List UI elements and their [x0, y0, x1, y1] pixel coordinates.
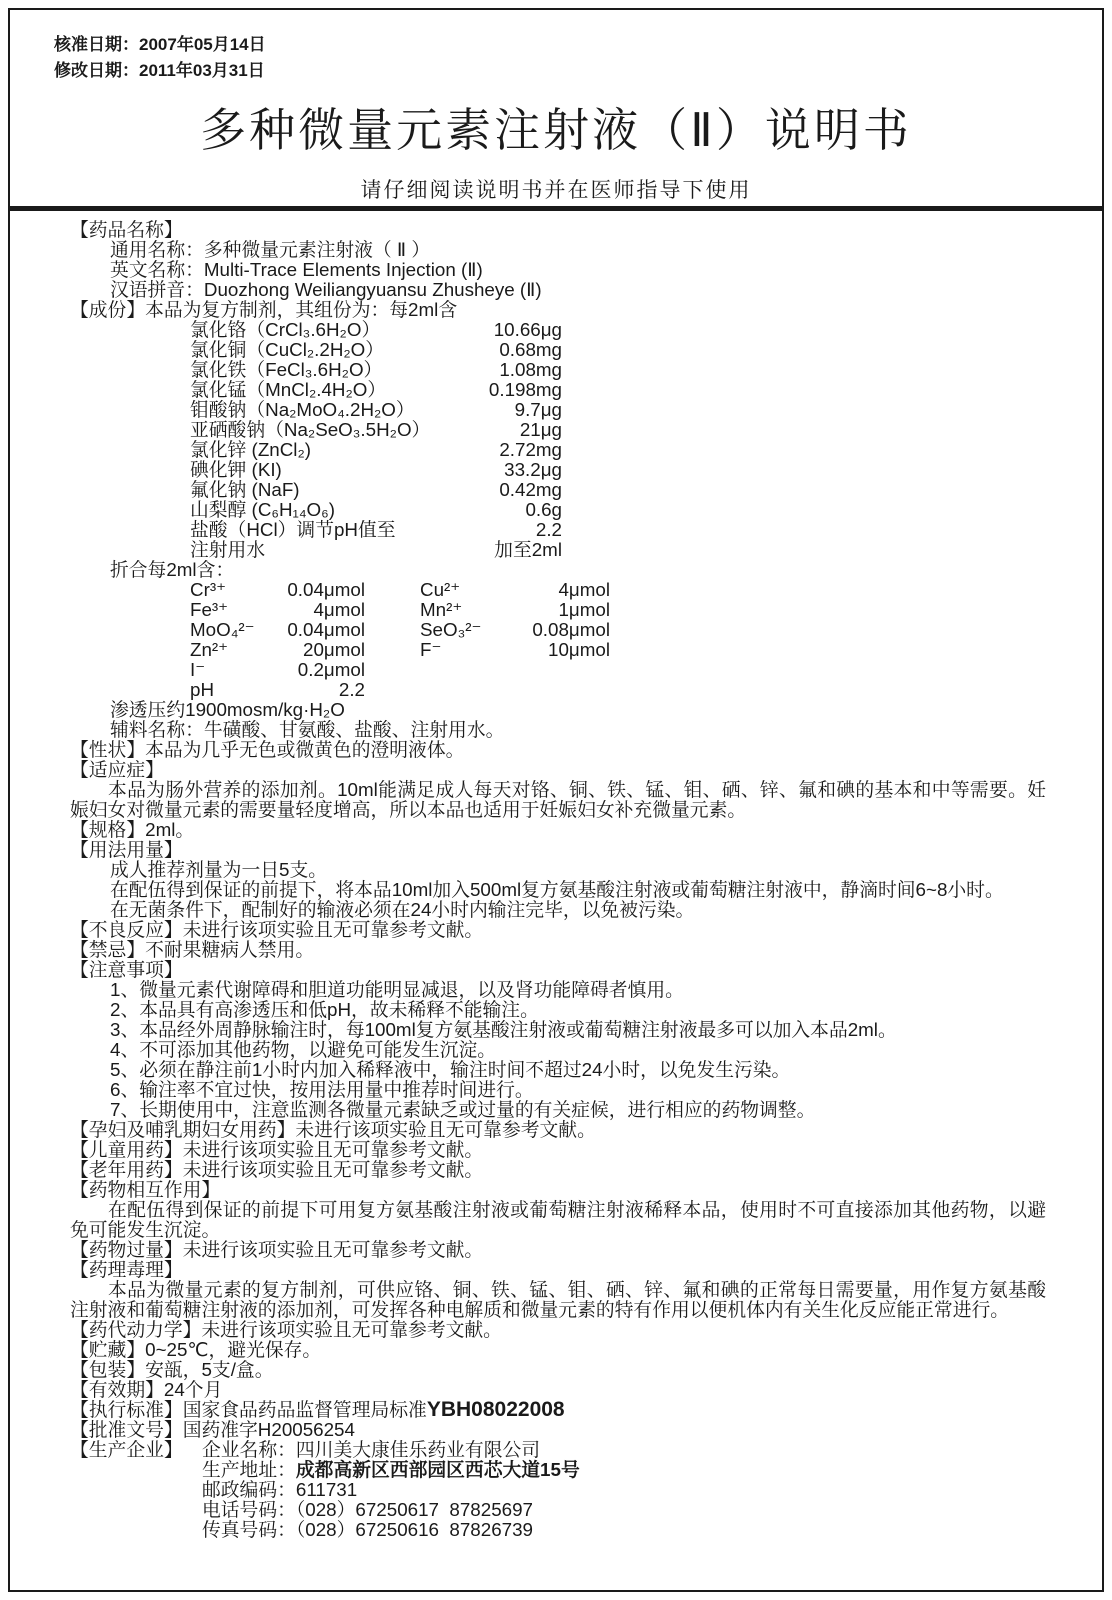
- section-overdose: [70, 1240, 1046, 1260]
- section-standard: [70, 1400, 1046, 1420]
- section-header: 【孕妇及哺乳期妇女用药】: [70, 1119, 296, 1140]
- ingredient-amount: 0.42mg: [499, 479, 562, 500]
- ingredient-name: 氯化铬（CrCl₃.6H₂O）: [190, 319, 381, 340]
- manufacturer-address: [202, 1460, 1046, 1480]
- section-header: 【老年用药】: [70, 1159, 183, 1180]
- address-value: 成都高新区西部园区西芯大道15号: [295, 1459, 580, 1480]
- section-text: 未进行该项实验且无可靠参考文献。: [182, 1139, 484, 1160]
- section-header: 【不良反应】: [70, 919, 183, 940]
- ion-symbol: [365, 660, 515, 680]
- ion-row: [190, 680, 1046, 700]
- section-header: 【成份】: [70, 299, 146, 320]
- ion-symbol: Cu²⁺: [420, 579, 461, 600]
- address-label: 生产地址：: [202, 1459, 296, 1480]
- section-indications-header: 【适应症】: [70, 759, 164, 780]
- ingredient-amount: 0.198mg: [488, 379, 562, 400]
- ion-symbol: SeO₃²⁻: [420, 619, 482, 640]
- ingredient-amount: 2.72mg: [499, 439, 562, 460]
- ingredient-row: [190, 520, 562, 540]
- ingredient-row: [190, 460, 562, 480]
- ion-row: [190, 660, 1046, 680]
- ingredient-name: 氯化铜（CuCl₂.2H₂O）: [190, 339, 385, 360]
- ion-value: 0.04μmol: [287, 619, 365, 640]
- composition-intro: 本品为复方制剂，其组份为：每2ml含: [145, 299, 458, 320]
- section-header: 【批准文号】: [70, 1419, 183, 1440]
- ingredient-name: 氯化锌 (ZnCl₂): [190, 439, 312, 460]
- section-text: 未进行该项实验且无可靠参考文献。: [201, 1319, 502, 1340]
- ingredient-name: 注射用水: [190, 539, 266, 560]
- ingredient-amount: 21μg: [519, 419, 562, 440]
- osmolality: 渗透压约1900mosm/kg·H₂O: [110, 699, 345, 720]
- section-approval-number: [70, 1420, 1046, 1440]
- ion-symbol: Cr³⁺: [190, 579, 226, 600]
- section-header: 【有效期】: [70, 1379, 164, 1400]
- manufacturer-phone: 电话号码：（028）67250617 87825697: [202, 1499, 533, 1520]
- ion-value: 0.08μmol: [532, 619, 610, 640]
- revision-date: 修改日期：2011年03月31日: [54, 61, 265, 80]
- section-packaging: [70, 1360, 1046, 1380]
- section-text: 未进行该项实验且无可靠参考文献。: [182, 1159, 484, 1180]
- section-header: 【生产企业】: [70, 1439, 183, 1460]
- dosage-line: 在配伍得到保证的前提下，将本品10ml加入500ml复方氨基酸注射液或葡萄糖注射液中，静滴时间6~8小时。: [110, 879, 1004, 900]
- ingredient-row: [190, 440, 562, 460]
- approval-number-text: 国药准字H20056254: [182, 1419, 355, 1440]
- ingredient-amount: 1.08mg: [499, 359, 562, 380]
- section-strength: [70, 820, 1046, 840]
- ion-value: 4μmol: [558, 579, 610, 600]
- ingredient-amount: 0.68mg: [499, 339, 562, 360]
- pinyin-name: 汉语拼音：Duozhong Weiliangyuansu Zhusheye (Ⅱ): [110, 279, 542, 300]
- pharmacology-text: 本品为微量元素的复方制剂，可供应铬、铜、铁、锰、钼、硒、锌、氟和碘的正常每日需要量，用作复方氨基酸注射液和葡萄糖注射液的添加剂，可发挥各种电解质和微量元素的特有作用以便机体内有关生化反应能正常进行。: [70, 1279, 1046, 1320]
- english-name: 英文名称：Multi-Trace Elements Injection (Ⅱ): [110, 259, 483, 280]
- ingredient-name: 亚硒酸钠（Na₂SeO₃.5H₂O）: [190, 419, 431, 440]
- dosage-line: 成人推荐剂量为一日5支。: [110, 859, 328, 880]
- section-header: 【规格】: [70, 819, 146, 840]
- section-header: 【性状】: [70, 739, 146, 760]
- precaution-item: 7、长期使用中，注意监测各微量元素缺乏或过量的有关症候，进行相应的药物调整。: [110, 1099, 816, 1120]
- section-header: 【药代动力学】: [70, 1319, 202, 1340]
- ion-value: 2.2: [338, 679, 365, 700]
- insert-content: [70, 220, 1046, 1540]
- ion-value: 4μmol: [313, 599, 365, 620]
- ingredient-row: [190, 320, 562, 340]
- ion-value: 0.2μmol: [297, 659, 365, 680]
- section-pregnancy: [70, 1120, 1046, 1140]
- ion-value: 1μmol: [558, 599, 610, 620]
- approval-date: 核准日期：2007年05月14日: [54, 35, 266, 54]
- section-header: 【包装】: [70, 1359, 146, 1380]
- ion-symbol: MoO₄²⁻: [190, 619, 255, 640]
- equivalence-intro: 折合每2ml含：: [110, 559, 235, 580]
- sheet-border: [8, 8, 1104, 1592]
- section-text: 本品为几乎无色或微黄色的澄明液体。: [145, 739, 465, 760]
- ingredient-amount: 33.2μg: [504, 459, 562, 480]
- section-composition-header: [70, 300, 1046, 320]
- ingredient-row: [190, 380, 562, 400]
- ingredient-amount: 10.66μg: [493, 319, 562, 340]
- section-text: 24个月: [163, 1379, 223, 1400]
- ion-row: [190, 620, 1046, 640]
- ion-symbol: [365, 680, 515, 700]
- manufacturer-postcode: 邮政编码：611731: [202, 1479, 358, 1500]
- section-text: 安瓿，5支/盒。: [145, 1359, 274, 1380]
- ingredient-amount: 9.7μg: [514, 399, 562, 420]
- precaution-item: 4、不可添加其他药物，以避免可能发生沉淀。: [110, 1039, 497, 1060]
- page-subtitle: 请仔细阅读说明书并在医师指导下使用: [360, 179, 752, 202]
- ingredient-row: [190, 480, 562, 500]
- precaution-item: 5、必须在静注前1小时内加入稀释液中，输注时间不超过24小时，以免发生污染。: [110, 1059, 791, 1080]
- section-text: 未进行该项实验且无可靠参考文献。: [295, 1119, 596, 1140]
- ion-symbol: Fe³⁺: [190, 599, 229, 620]
- ingredient-name: 碘化钾 (KI): [190, 459, 282, 480]
- ingredient-name: 氯化铁（FeCl₃.6H₂O）: [190, 359, 383, 380]
- section-interactions-header: 【药物相互作用】: [70, 1179, 221, 1200]
- ion-row: [190, 580, 1046, 600]
- section-text: 未进行该项实验且无可靠参考文献。: [182, 1239, 484, 1260]
- section-pharmacology-header: 【药理毒理】: [70, 1259, 183, 1280]
- section-text: 0~25℃，避光保存。: [145, 1339, 322, 1360]
- section-dosage-header: 【用法用量】: [70, 839, 183, 860]
- ingredient-row: [190, 420, 562, 440]
- ingredient-row: [190, 540, 562, 560]
- date-block: [54, 32, 266, 84]
- divider-rule: [10, 206, 1102, 211]
- ion-symbol: Mn²⁺: [420, 599, 463, 620]
- ingredient-name: 氯化锰（MnCl₂.4H₂O）: [190, 379, 387, 400]
- standard-code: YBH08022008: [426, 1398, 565, 1421]
- interactions-text: 在配伍得到保证的前提下可用复方氨基酸注射液或葡萄糖注射液稀释本品，使用时不可直接添加其他药物，以避免可能发生沉淀。: [70, 1199, 1046, 1240]
- manufacturer-company: 企业名称：四川美大康佳乐药业有限公司: [202, 1439, 541, 1460]
- ingredient-row: [190, 340, 562, 360]
- section-geriatric: [70, 1160, 1046, 1180]
- ion-symbol: pH: [190, 679, 215, 700]
- ingredient-amount: 0.6g: [525, 499, 562, 520]
- section-text: 2ml。: [145, 819, 195, 840]
- indications-text: 本品为肠外营养的添加剂。10ml能满足成人每天对铬、铜、铁、锰、钼、硒、锌、氟和碘的基本和中等需要。妊娠妇女对微量元素的需要量轻度增高，所以本品也适用于妊娠妇女补充微量元素。: [70, 779, 1046, 820]
- ingredient-name: 山梨醇 (C₆H₁₄O₆): [190, 499, 335, 520]
- ion-row: [190, 600, 1046, 620]
- section-adverse: [70, 920, 1046, 940]
- ingredient-name: 钼酸钠（Na₂MoO₄.2H₂O）: [190, 399, 415, 420]
- section-description: [70, 740, 1046, 760]
- section-header: 【儿童用药】: [70, 1139, 183, 1160]
- section-pediatric: [70, 1140, 1046, 1160]
- ion-symbol: F⁻: [420, 639, 442, 660]
- ion-value: [515, 660, 610, 680]
- precaution-item: 1、微量元素代谢障碍和胆道功能明显减退，以及肾功能障碍者慎用。: [110, 979, 684, 1000]
- section-text: 不耐果糖病人禁用。: [145, 939, 315, 960]
- dosage-line: 在无菌条件下，配制好的输液必须在24小时内输注完毕，以免被污染。: [110, 899, 695, 920]
- section-header: 【药物过量】: [70, 1239, 183, 1260]
- section-storage: [70, 1340, 1046, 1360]
- ion-symbol: Zn²⁺: [190, 639, 229, 660]
- ion-value: 10μmol: [548, 639, 610, 660]
- section-shelf-life: [70, 1380, 1046, 1400]
- ion-row: [190, 640, 1046, 660]
- ingredient-amount: 加至2ml: [494, 539, 562, 560]
- section-pharmacokinetics: [70, 1320, 1046, 1340]
- ion-value: 0.04μmol: [287, 579, 365, 600]
- manufacturer-fax: 传真号码：（028）67250616 87826739: [202, 1519, 533, 1540]
- section-contraindications: [70, 940, 1046, 960]
- precaution-item: 6、输注率不宜过快，按用法用量中推荐时间进行。: [110, 1079, 534, 1100]
- excipients: 辅料名称：牛磺酸、甘氨酸、盐酸、注射用水。: [110, 719, 505, 740]
- section-precautions-header: 【注意事项】: [70, 959, 183, 980]
- section-header: 【禁忌】: [70, 939, 146, 960]
- ingredient-row: [190, 360, 562, 380]
- section-drug-name-header: 【药品名称】: [70, 219, 183, 240]
- section-header: 【执行标准】: [70, 1399, 183, 1420]
- precaution-item: 2、本品具有高渗透压和低pH，故未稀释不能输注。: [110, 999, 539, 1020]
- page-title: 多种微量元素注射液（Ⅱ）说明书: [200, 104, 912, 156]
- section-text: 未进行该项实验且无可靠参考文献。: [182, 919, 484, 940]
- ingredient-row: [190, 500, 562, 520]
- section-manufacturer: [70, 1440, 1046, 1460]
- ion-symbol: I⁻: [190, 659, 206, 680]
- generic-name: 通用名称：多种微量元素注射液（ Ⅱ ）: [110, 239, 431, 260]
- precaution-item: 3、本品经外周静脉输注时，每100ml复方氨基酸注射液或葡萄糖注射液最多可以加入本品2ml。: [110, 1019, 897, 1040]
- section-header: 【贮藏】: [70, 1339, 146, 1360]
- ion-value: [515, 680, 610, 700]
- ingredient-amount: 2.2: [535, 519, 562, 540]
- standard-text: 国家食品药品监督管理局标准: [182, 1399, 427, 1420]
- ingredient-name: 氟化钠 (NaF): [190, 479, 300, 500]
- ingredient-row: [190, 400, 562, 420]
- ingredient-name: 盐酸（HCl）调节pH值至: [190, 519, 396, 540]
- ion-value: 20μmol: [303, 639, 365, 660]
